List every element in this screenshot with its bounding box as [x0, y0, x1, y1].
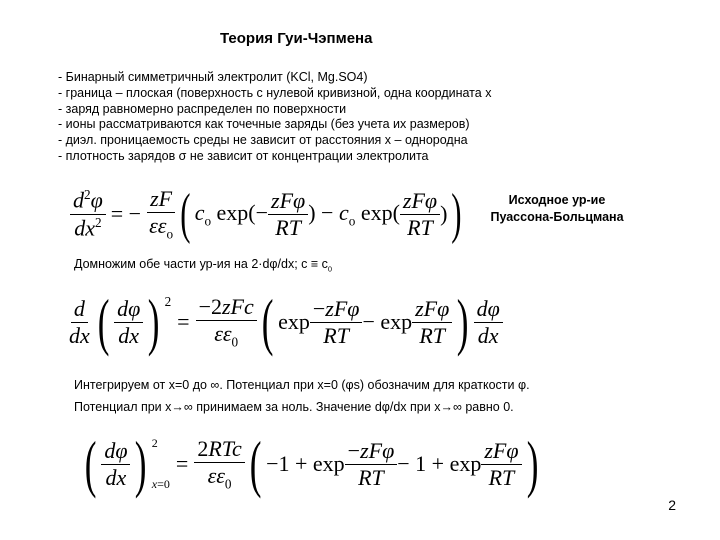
- multiply-instruction: Домножим обе части ур-ия на 2·dφ/dx; $c \equiv c_0$: [74, 257, 333, 274]
- list-item: - плотность зарядов σ не зависит от концентрации электролита: [58, 149, 491, 165]
- integrate-line-2: Потенциал при x→∞ принимаем за ноль. Значение dφ/dx при x→∞ равно 0.: [74, 400, 514, 414]
- equation-multiplied: $\frac{d}{dx}$ ( $\frac{d\varphi}{dx}$ ) $^2$ = $\frac{\text{−2zFc}}{\varepsilon\varepsilon_0}$ ( exp $\frac{\text{−zFφ}}{RT}$ − exp $\frac{\text{zFφ}}{RT}$ ) $\frac{d\varphi}{dx}$: [66, 290, 503, 354]
- list-item: - Бинарный симметричный электролит (KCl, Mg.SO4): [58, 70, 491, 86]
- equation-note: Исходное ур-ие Пуассона-Больцмана: [490, 193, 624, 224]
- assumptions-list: [58, 70, 491, 165]
- list-item: - заряд равномерно распределен по поверхности: [58, 102, 491, 118]
- list-item: - диэл. проницаемость среды не зависит от расстояния x – однородна: [58, 133, 491, 149]
- integrate-line-1: Интегрируем от x=0 до ∞. Потенциал при x=0 (φs) обозначим для краткости φ.: [74, 378, 530, 392]
- slide-title: Теория Гуи-Чэпмена: [220, 30, 373, 47]
- equation-poisson-boltzmann: $\frac{d^2\varphi}{dx^2}$ = − $\frac{zF}{\varepsilon\varepsilon_o}$ ( $c_o$ exp(− $\frac{\text{zFφ}}{RT}$ ) − $c_o$ exp( $\frac{\text{zFφ}}{RT}$ ) ): [70, 186, 466, 242]
- list-item: - граница – плоская (поверхность с нулевой кривизной, одна координата x: [58, 86, 491, 102]
- page-number: 2: [668, 497, 676, 513]
- equation-integrated: ( $\frac{d\varphi}{dx}$ ) 2 x=0 = $\frac{\text{2RTc}}{\varepsilon\varepsilon_0}$ ( −1 + exp $\frac{\text{−zFφ}}{RT}$ − 1 + exp $\frac{\text{zFφ}}{RT}$ ): [84, 428, 539, 499]
- list-item: - ионы рассматриваются как точечные заряды (без учета их размеров): [58, 117, 491, 133]
